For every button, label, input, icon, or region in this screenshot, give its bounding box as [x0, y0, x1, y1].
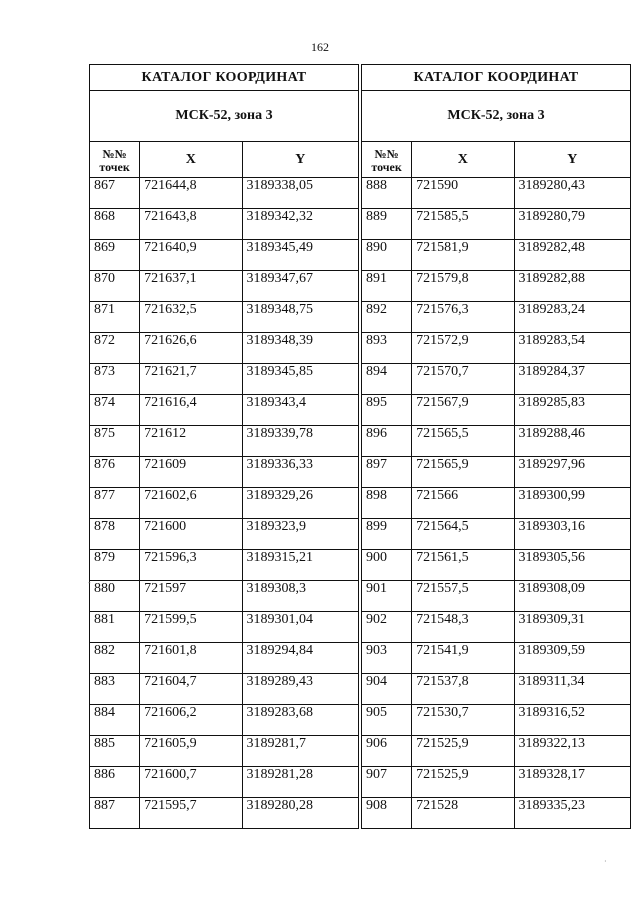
y-coordinate-cell: 3189284,37	[514, 364, 630, 395]
table-row	[90, 178, 359, 209]
y-coordinate-cell: 3189280,79	[514, 209, 630, 240]
y-coordinate-cell: 3189280,43	[514, 178, 630, 209]
point-number-cell: 887	[90, 798, 140, 829]
table-row	[90, 333, 359, 364]
y-coordinate-cell: 3189328,17	[514, 767, 630, 798]
y-coordinate-cell: 3189335,23	[514, 798, 630, 829]
table-row	[362, 209, 631, 240]
y-coordinate-cell: 3189285,83	[514, 395, 630, 426]
point-number-cell: 874	[90, 395, 140, 426]
table-row	[90, 736, 359, 767]
scan-speck: -	[88, 578, 91, 587]
point-number-cell: 897	[362, 457, 412, 488]
point-number-cell: 888	[362, 178, 412, 209]
x-coordinate-cell: 721626,6	[140, 333, 242, 364]
y-coordinate-cell: 3189283,24	[514, 302, 630, 333]
y-coordinate-cell: 3189300,99	[514, 488, 630, 519]
x-coordinate-cell: 721616,4	[140, 395, 242, 426]
table-row	[362, 705, 631, 736]
table-row	[362, 426, 631, 457]
x-coordinate-cell: 721612	[140, 426, 242, 457]
x-coordinate-cell: 721604,7	[140, 674, 242, 705]
y-coordinate-cell: 3189347,67	[242, 271, 358, 302]
point-number-cell: 903	[362, 643, 412, 674]
x-coordinate-cell: 721564,5	[412, 519, 514, 550]
table-row	[362, 333, 631, 364]
x-coordinate-cell: 721605,9	[140, 736, 242, 767]
point-number-cell: 867	[90, 178, 140, 209]
table-row	[362, 519, 631, 550]
table-row	[90, 612, 359, 643]
point-number-cell: 895	[362, 395, 412, 426]
point-number-cell: 898	[362, 488, 412, 519]
catalog-title: КАТАЛОГ КООРДИНАТ	[362, 65, 631, 91]
y-coordinate-cell: 3189309,59	[514, 643, 630, 674]
x-coordinate-cell: 721599,5	[140, 612, 242, 643]
x-coordinate-cell: 721640,9	[140, 240, 242, 271]
x-coordinate-cell: 721541,9	[412, 643, 514, 674]
table-row	[90, 271, 359, 302]
point-number-cell: 894	[362, 364, 412, 395]
x-coordinate-cell: 721525,9	[412, 736, 514, 767]
x-coordinate-cell: 721595,7	[140, 798, 242, 829]
point-number-cell: 905	[362, 705, 412, 736]
y-coordinate-cell: 3189329,26	[242, 488, 358, 519]
x-coordinate-cell: 721576,3	[412, 302, 514, 333]
point-number-cell: 896	[362, 426, 412, 457]
point-number-cell: 907	[362, 767, 412, 798]
point-number-cell: 871	[90, 302, 140, 333]
y-coordinate-cell: 3189323,9	[242, 519, 358, 550]
page-number: 162	[311, 40, 329, 54]
x-coordinate-cell: 721621,7	[140, 364, 242, 395]
table-row	[90, 240, 359, 271]
y-coordinate-cell: 3189280,28	[242, 798, 358, 829]
column-header-point-number: №№ точек	[90, 142, 140, 178]
y-coordinate-cell: 3189288,46	[514, 426, 630, 457]
table-row	[90, 488, 359, 519]
table-row	[362, 364, 631, 395]
x-coordinate-cell: 721557,5	[412, 581, 514, 612]
table-row	[90, 674, 359, 705]
x-coordinate-cell: 721596,3	[140, 550, 242, 581]
point-number-cell: 876	[90, 457, 140, 488]
point-number-cell: 878	[90, 519, 140, 550]
table-row	[90, 426, 359, 457]
coordinate-catalog-left	[89, 64, 359, 829]
table-row	[362, 767, 631, 798]
y-coordinate-cell: 3189309,31	[514, 612, 630, 643]
y-coordinate-cell: 3189294,84	[242, 643, 358, 674]
table-row	[362, 240, 631, 271]
x-coordinate-cell: 721567,9	[412, 395, 514, 426]
point-number-cell: 891	[362, 271, 412, 302]
point-number-cell: 901	[362, 581, 412, 612]
table-row	[90, 643, 359, 674]
column-header-x: X	[412, 142, 514, 178]
x-coordinate-cell: 721565,9	[412, 457, 514, 488]
point-number-cell: 870	[90, 271, 140, 302]
table-row	[90, 767, 359, 798]
column-header-y: Y	[242, 142, 358, 178]
table-row	[90, 457, 359, 488]
table-row	[362, 643, 631, 674]
x-coordinate-cell: 721525,9	[412, 767, 514, 798]
y-coordinate-cell: 3189345,85	[242, 364, 358, 395]
y-coordinate-cell: 3189316,52	[514, 705, 630, 736]
point-number-cell: 884	[90, 705, 140, 736]
point-number-cell: 886	[90, 767, 140, 798]
x-coordinate-cell: 721585,5	[412, 209, 514, 240]
x-coordinate-cell: 721570,7	[412, 364, 514, 395]
table-row	[362, 550, 631, 581]
x-coordinate-cell: 721537,8	[412, 674, 514, 705]
table-row	[90, 550, 359, 581]
x-coordinate-cell: 721561,5	[412, 550, 514, 581]
table-row	[90, 581, 359, 612]
y-coordinate-cell: 3189342,32	[242, 209, 358, 240]
point-number-cell: 875	[90, 426, 140, 457]
x-coordinate-cell: 721548,3	[412, 612, 514, 643]
y-coordinate-cell: 3189283,54	[514, 333, 630, 364]
table-row	[362, 302, 631, 333]
point-number-cell: 880	[90, 581, 140, 612]
catalog-rows	[362, 178, 631, 829]
table-row	[362, 674, 631, 705]
point-number-cell: 873	[90, 364, 140, 395]
y-coordinate-cell: 3189308,09	[514, 581, 630, 612]
table-row	[90, 302, 359, 333]
point-number-cell: 881	[90, 612, 140, 643]
table-row	[90, 519, 359, 550]
y-coordinate-cell: 3189343,4	[242, 395, 358, 426]
catalog-subtitle: МСК-52, зона 3	[362, 91, 631, 142]
table-row	[90, 705, 359, 736]
point-number-cell: 883	[90, 674, 140, 705]
y-coordinate-cell: 3189303,16	[514, 519, 630, 550]
y-coordinate-cell: 3189283,68	[242, 705, 358, 736]
point-number-cell: 904	[362, 674, 412, 705]
x-coordinate-cell: 721572,9	[412, 333, 514, 364]
y-coordinate-cell: 3189315,21	[242, 550, 358, 581]
x-coordinate-cell: 721530,7	[412, 705, 514, 736]
x-coordinate-cell: 721528	[412, 798, 514, 829]
point-number-cell: 889	[362, 209, 412, 240]
y-coordinate-cell: 3189281,7	[242, 736, 358, 767]
x-coordinate-cell: 721566	[412, 488, 514, 519]
y-coordinate-cell: 3189322,13	[514, 736, 630, 767]
point-number-cell: 868	[90, 209, 140, 240]
table-row	[362, 178, 631, 209]
table-row	[90, 798, 359, 829]
x-coordinate-cell: 721579,8	[412, 271, 514, 302]
catalog-title: КАТАЛОГ КООРДИНАТ	[90, 65, 359, 91]
point-number-cell: 908	[362, 798, 412, 829]
point-number-cell: 872	[90, 333, 140, 364]
point-number-cell: 899	[362, 519, 412, 550]
column-header-x: X	[140, 142, 242, 178]
point-number-cell: 879	[90, 550, 140, 581]
point-number-cell: 906	[362, 736, 412, 767]
x-coordinate-cell: 721590	[412, 178, 514, 209]
x-coordinate-cell: 721632,5	[140, 302, 242, 333]
y-coordinate-cell: 3189345,49	[242, 240, 358, 271]
table-row	[362, 457, 631, 488]
coordinate-catalog-right	[361, 64, 631, 829]
y-coordinate-cell: 3189338,05	[242, 178, 358, 209]
x-coordinate-cell: 721643,8	[140, 209, 242, 240]
table-row	[362, 271, 631, 302]
table-row	[362, 798, 631, 829]
table-row	[362, 395, 631, 426]
column-header-y: Y	[514, 142, 630, 178]
y-coordinate-cell: 3189348,39	[242, 333, 358, 364]
x-coordinate-cell: 721600	[140, 519, 242, 550]
x-coordinate-cell: 721600,7	[140, 767, 242, 798]
column-header-point-number: №№ точек	[362, 142, 412, 178]
y-coordinate-cell: 3189311,34	[514, 674, 630, 705]
table-row	[362, 612, 631, 643]
x-coordinate-cell: 721644,8	[140, 178, 242, 209]
x-coordinate-cell: 721565,5	[412, 426, 514, 457]
x-coordinate-cell: 721606,2	[140, 705, 242, 736]
y-coordinate-cell: 3189301,04	[242, 612, 358, 643]
table-row	[90, 364, 359, 395]
y-coordinate-cell: 3189336,33	[242, 457, 358, 488]
y-coordinate-cell: 3189289,43	[242, 674, 358, 705]
x-coordinate-cell: 721637,1	[140, 271, 242, 302]
table-row	[362, 581, 631, 612]
y-coordinate-cell: 3189297,96	[514, 457, 630, 488]
y-coordinate-cell: 3189281,28	[242, 767, 358, 798]
x-coordinate-cell: 721581,9	[412, 240, 514, 271]
y-coordinate-cell: 3189308,3	[242, 581, 358, 612]
y-coordinate-cell: 3189305,56	[514, 550, 630, 581]
y-coordinate-cell: 3189282,48	[514, 240, 630, 271]
point-number-cell: 882	[90, 643, 140, 674]
point-number-cell: 900	[362, 550, 412, 581]
catalog-subtitle: МСК-52, зона 3	[90, 91, 359, 142]
y-coordinate-cell: 3189282,88	[514, 271, 630, 302]
x-coordinate-cell: 721602,6	[140, 488, 242, 519]
y-coordinate-cell: 3189348,75	[242, 302, 358, 333]
point-number-cell: 890	[362, 240, 412, 271]
scan-speck: ·	[604, 857, 607, 866]
point-number-cell: 893	[362, 333, 412, 364]
y-coordinate-cell: 3189339,78	[242, 426, 358, 457]
point-number-cell: 877	[90, 488, 140, 519]
table-row	[362, 488, 631, 519]
table-row	[362, 736, 631, 767]
point-number-cell: 892	[362, 302, 412, 333]
x-coordinate-cell: 721609	[140, 457, 242, 488]
x-coordinate-cell: 721601,8	[140, 643, 242, 674]
point-number-cell: 902	[362, 612, 412, 643]
point-number-cell: 885	[90, 736, 140, 767]
catalog-rows	[90, 178, 359, 829]
table-row	[90, 209, 359, 240]
point-number-cell: 869	[90, 240, 140, 271]
x-coordinate-cell: 721597	[140, 581, 242, 612]
table-row	[90, 395, 359, 426]
